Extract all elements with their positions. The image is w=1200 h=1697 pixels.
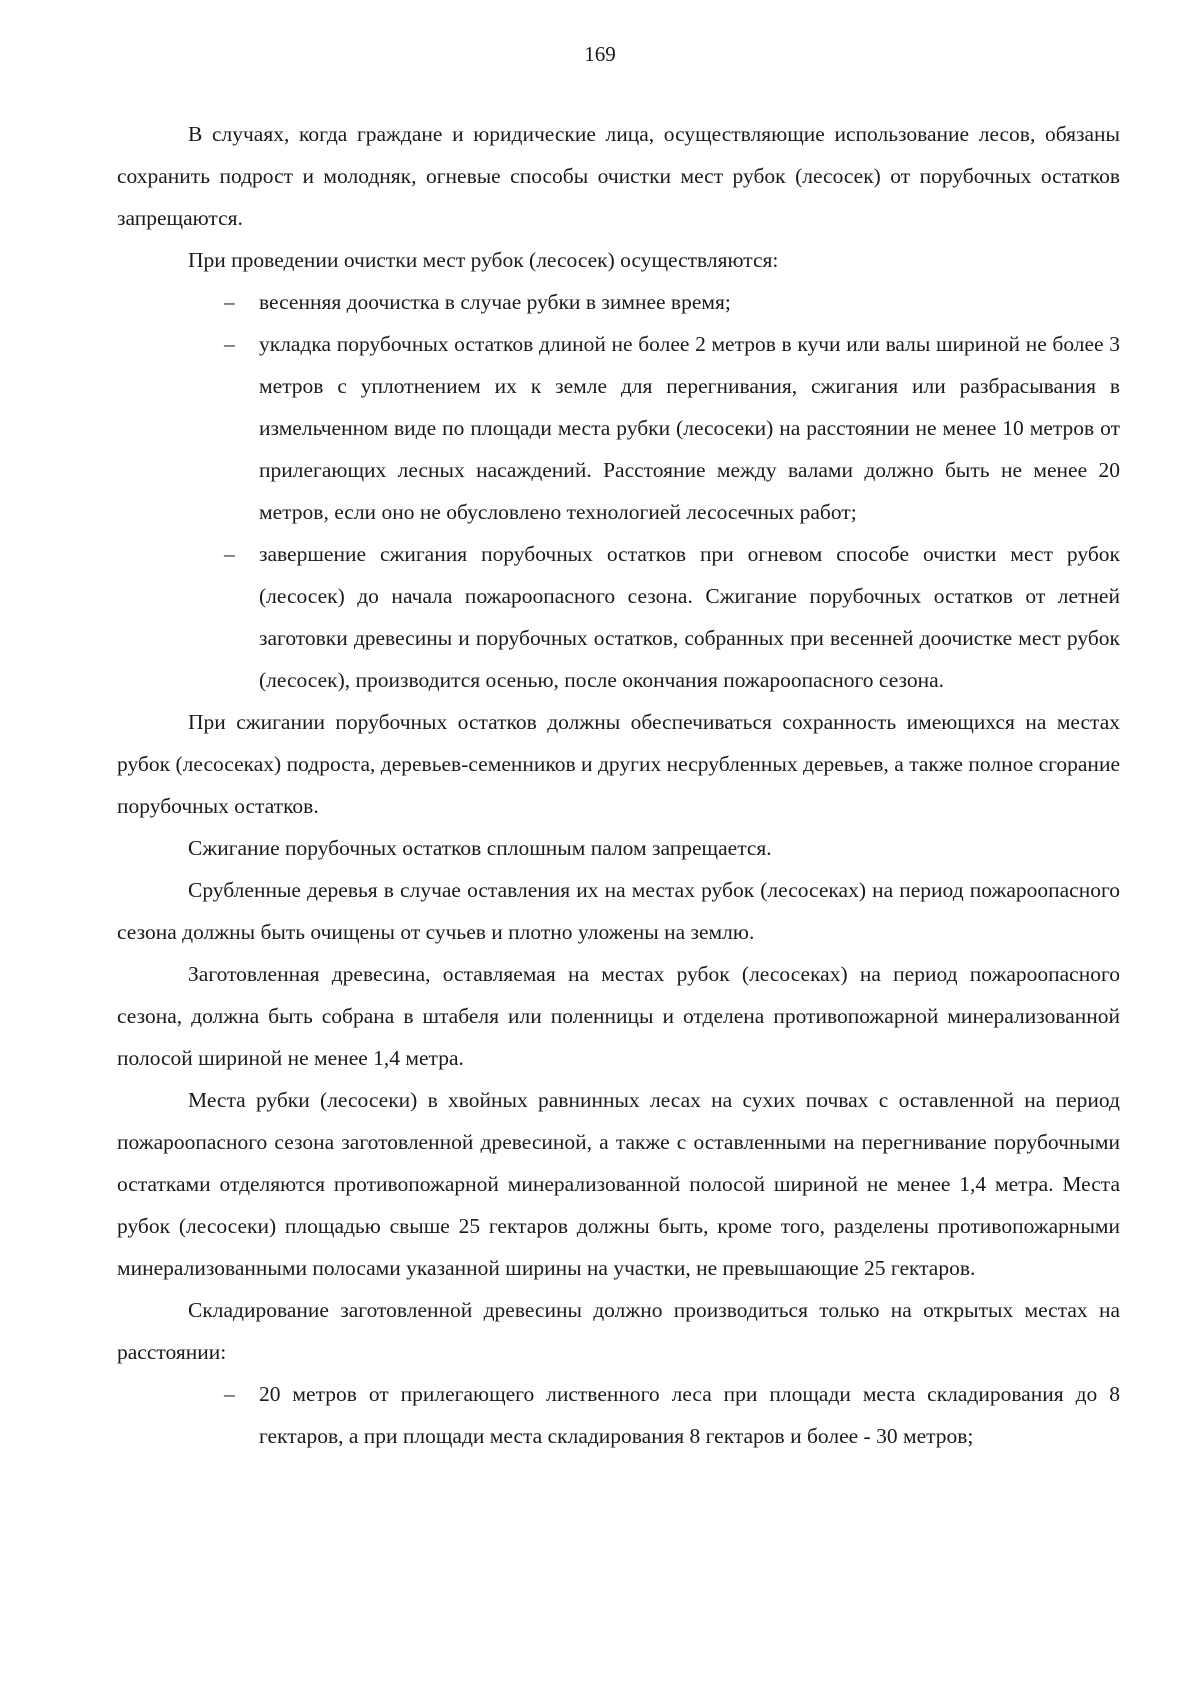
paragraph: Срубленные деревья в случае оставления их на местах рубок (лесосеках) на период пожароопасного сезона должны быть очищены от сучьев и плотно уложены на землю.	[117, 878, 1120, 944]
list-item-text: завершение сжигания порубочных остатков при огневом способе очистки мест рубок (лесосек) до начала пожароопасного сезона. Сжигание порубочных остатков от летней заготовки древесины и порубочных остатков, собранных при весенней доочистке мест рубок (лесосек), производится осенью, после окончания пожароопасного сезона.	[259, 542, 1120, 692]
bullet-list	[117, 281, 1120, 701]
bullet-list	[117, 1373, 1120, 1457]
list-item	[117, 533, 1120, 701]
list-item	[117, 1373, 1120, 1457]
dash-marker: –	[224, 1382, 235, 1406]
dash-marker: –	[224, 542, 235, 566]
paragraph: При проведении очистки мест рубок (лесосек) осуществляются:	[188, 248, 779, 272]
paragraph: В случаях, когда граждане и юридические лица, осуществляющие использование лесов, обязаны сохранить подрост и молодняк, огневые способы очистки мест рубок (лесосек) от порубочных остатков запрещаются.	[117, 122, 1120, 230]
page-number: 169	[584, 42, 616, 66]
list-item	[117, 323, 1120, 533]
paragraph: При сжигании порубочных остатков должны обеспечиваться сохранность имеющихся на местах рубок (лесосеках) подроста, деревьев-семенников и других несрубленных деревьев, а также полное сгорание порубочных остатков.	[117, 710, 1120, 818]
list-item	[117, 281, 1120, 323]
list-item-text: 20 метров от прилегающего лиственного леса при площади места складирования до 8 гектаров, а при площади места складирования 8 гектаров и более - 30 метров;	[259, 1382, 1120, 1448]
dash-marker: –	[224, 290, 235, 314]
document-body	[117, 113, 1120, 1457]
list-item-text: укладка порубочных остатков длиной не более 2 метров в кучи или валы шириной не более 3 метров с уплотнением их к земле для перегнивания, сжигания или разбрасывания в измельченном виде по площади места рубки (лесосеки) на расстоянии не менее 10 метров от прилегающих лесных насаждений. Расстояние между валами должно быть не менее 20 метров, если оно не обусловлено технологией лесосечных работ;	[259, 332, 1120, 524]
dash-marker: –	[224, 332, 235, 356]
paragraph: Места рубки (лесосеки) в хвойных равнинных лесах на сухих почвах с оставленной на период пожароопасного сезона заготовленной древесиной, а также с оставленными на перегнивание порубочными остатками отделяются противопожарной минерализованной полосой шириной не менее 1,4 метра. Места рубок (лесосеки) площадью свыше 25 гектаров должны быть, кроме того, разделены противопожарными минерализованными полосами указанной ширины на участки, не превышающие 25 гектаров.	[117, 1088, 1120, 1280]
paragraph: Заготовленная древесина, оставляемая на местах рубок (лесосеках) на период пожароопасного сезона, должна быть собрана в штабеля или поленницы и отделена противопожарной минерализованной полосой шириной не менее 1,4 метра.	[117, 962, 1120, 1070]
list-item-text: весенняя доочистка в случае рубки в зимнее время;	[259, 290, 731, 314]
paragraph: Складирование заготовленной древесины должно производиться только на открытых местах на расстоянии:	[117, 1298, 1120, 1364]
paragraph: Сжигание порубочных остатков сплошным палом запрещается.	[188, 836, 772, 860]
